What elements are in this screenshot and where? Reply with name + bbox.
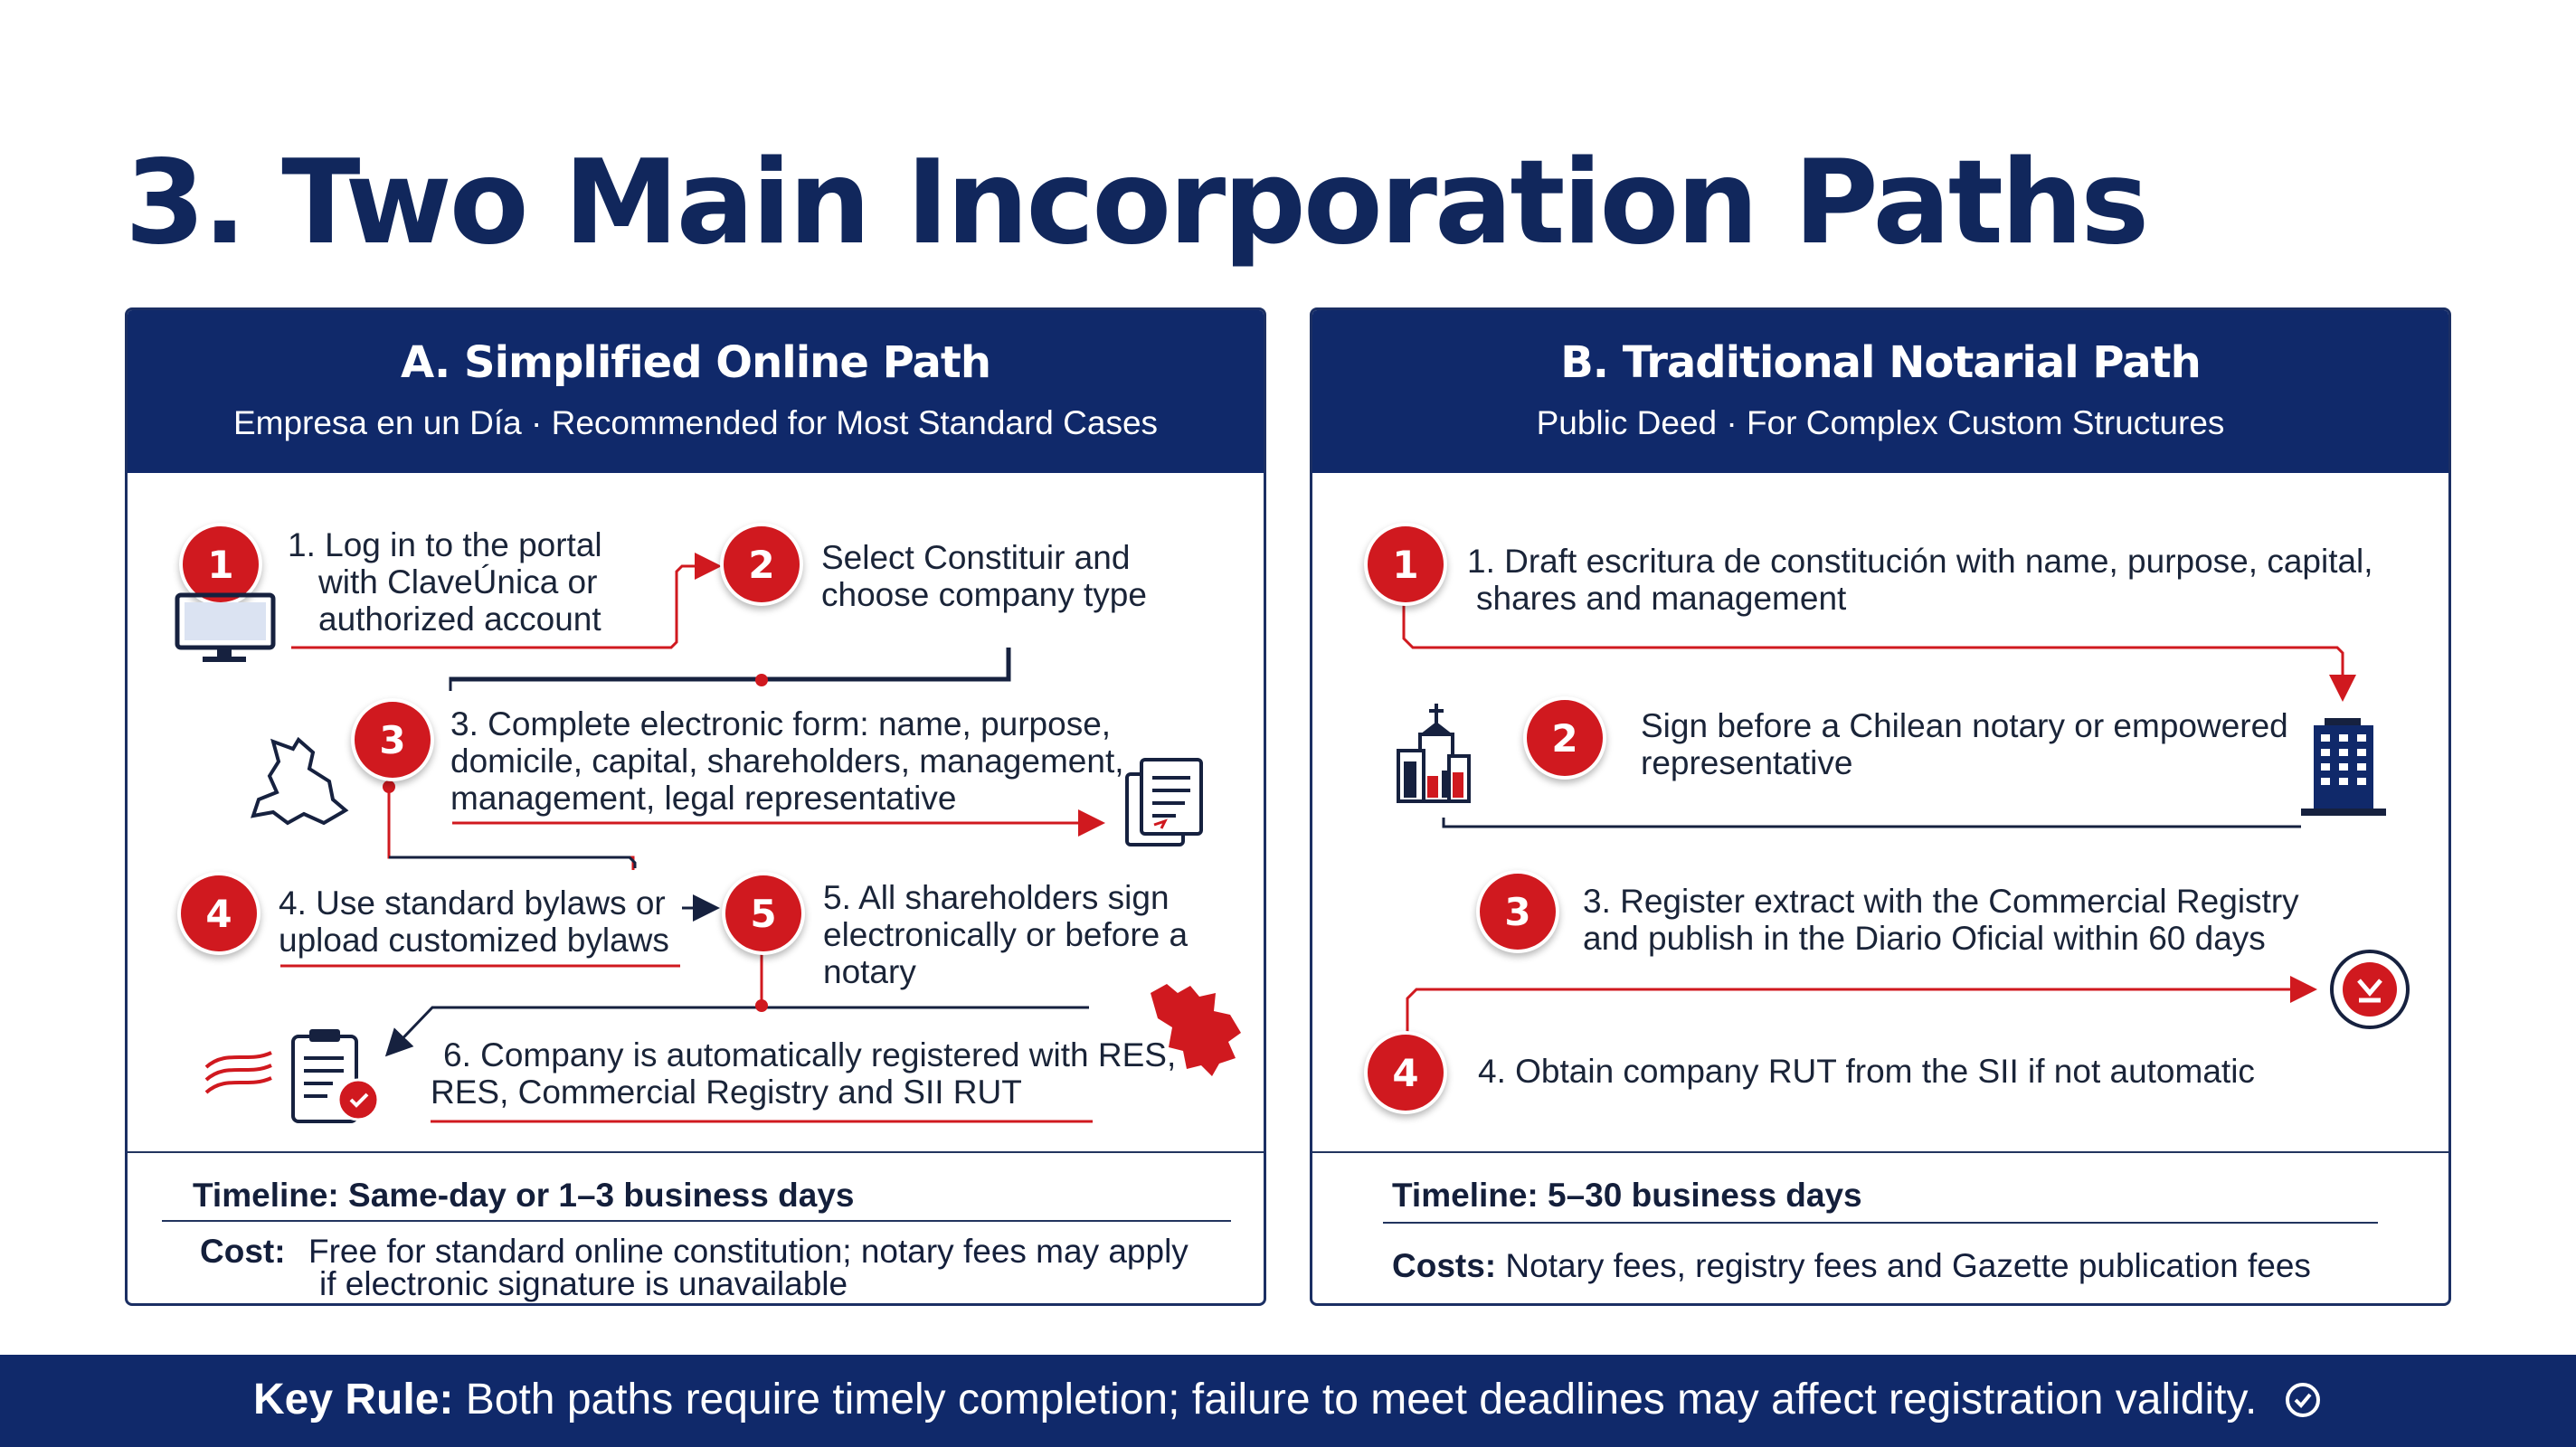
key-rule-text — [253, 1375, 2257, 1424]
step-b2-text: Sign before a Chilean notary or empowered representative — [1641, 707, 2288, 781]
check-circle-icon — [2283, 1380, 2323, 1420]
step-b1-badge: 1 — [1364, 523, 1447, 606]
step-a1-badge: 1 — [179, 523, 262, 606]
cost-label: Cost: — [200, 1233, 286, 1270]
step-b3-badge: 3 — [1476, 870, 1559, 953]
panel-b-timeline — [1392, 1177, 1862, 1215]
map-outline-icon — [246, 733, 351, 832]
panel-b-cost — [1392, 1247, 2311, 1285]
government-building-icon — [1393, 702, 1473, 810]
chile-map-icon — [1147, 980, 1245, 1080]
step-b3-text: 3. Register extract with the Commercial Registry and publish in the Diario Oficial within 60 days — [1583, 883, 2299, 957]
panel-a-timeline — [193, 1177, 854, 1215]
panel-b-title: B. Traditional Notarial Path — [1560, 337, 2201, 388]
key-rule-message: Both paths require timely completion; failure to meet deadlines may affect registration validity. — [465, 1376, 2258, 1423]
step-b2-badge: 2 — [1523, 696, 1606, 780]
computer-monitor-icon — [172, 590, 280, 666]
step-a1-text: 1. Log in to the portal with ClaveÚnica or authorized account — [288, 526, 602, 638]
timeline-value: Same-day or 1–3 business days — [348, 1177, 855, 1214]
step-a3-badge: 3 — [351, 698, 434, 781]
panel-a-cost-line-1: Free for standard online constitution; notary fees may apply — [308, 1233, 1189, 1270]
panel-traditional-notarial-path — [1310, 307, 2451, 1306]
step-a2-text: Select Constituir and choose company type — [821, 539, 1147, 613]
step-a4-text: 4. Use standard bylaws or upload customized bylaws — [279, 884, 669, 959]
cost-label: Costs: — [1392, 1247, 1497, 1284]
step-b1-text: 1. Draft escritura de constitución with name, purpose, capital, shares and management — [1467, 543, 2373, 617]
panel-a-cost — [200, 1233, 286, 1271]
panel-a-cost-line-2: if electronic signature is unavailable — [319, 1265, 848, 1302]
step-a6-text: 6. Company is automatically registered with RES, RES, Commercial Registry and SII RUT — [431, 1036, 1177, 1111]
timeline-label: Timeline: — [193, 1177, 339, 1214]
panel-b-footer-rule — [1383, 1222, 2378, 1224]
panel-a-subtitle: Empresa en un Día · Recommended for Most Standard Cases — [232, 404, 1159, 441]
panel-a-footer-rule — [162, 1220, 1231, 1222]
step-a2-badge: 2 — [720, 523, 803, 606]
key-rule-label: Key Rule: — [253, 1376, 454, 1423]
step-b4-badge: 4 — [1364, 1031, 1447, 1114]
speed-lines-icon — [203, 1047, 275, 1098]
panel-a-title: A. Simplified Online Path — [401, 337, 990, 388]
timeline-label: Timeline: — [1392, 1177, 1539, 1214]
timeline-value: 5–30 business days — [1548, 1177, 1862, 1214]
step-a3-text: 3. Complete electronic form: name, purpose, domicile, capital, shareholders, management, management, legal representative — [450, 705, 1124, 817]
panel-a-header — [128, 310, 1264, 473]
official-seal-icon — [2325, 944, 2415, 1035]
cost-value: Notary fees, registry fees and Gazette publication fees — [1505, 1247, 2311, 1284]
step-a5-text: 5. All shareholders sign electronically or before a notary — [823, 879, 1189, 990]
step-a5-badge: 5 — [722, 872, 805, 955]
clipboard-seal-icon — [288, 1026, 385, 1127]
panel-b-header — [1312, 310, 2448, 473]
page-title: 3. Two Main Incorporation Paths — [125, 136, 2147, 270]
panel-a-divider — [128, 1151, 1264, 1153]
step-a4-badge: 4 — [177, 872, 260, 955]
step-b4-text: 4. Obtain company RUT from the SII if not automatic — [1478, 1053, 2255, 1090]
document-form-icon — [1122, 754, 1208, 852]
panel-b-subtitle: Public Deed · For Complex Custom Structures — [1536, 404, 2225, 441]
panel-b-divider — [1312, 1151, 2448, 1153]
office-tower-icon — [2297, 714, 2390, 818]
